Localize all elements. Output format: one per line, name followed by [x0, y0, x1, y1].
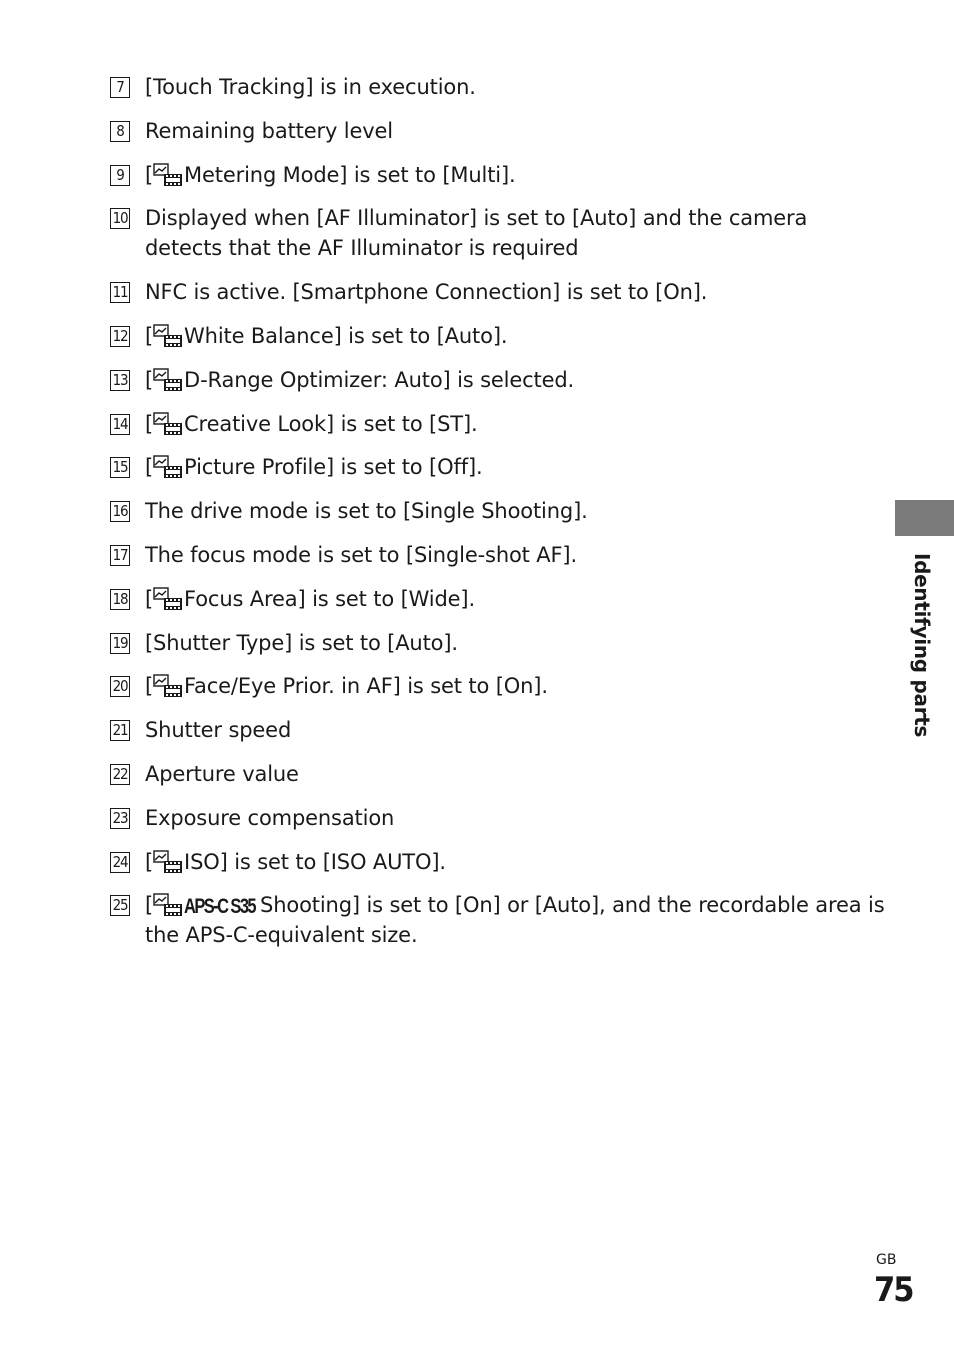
apsc-s35-icon [184, 893, 256, 917]
photo-movie-icon [153, 455, 183, 479]
item-text: Focus Area] is set to [Wide]. [184, 586, 475, 611]
item-number: 23 [110, 808, 130, 829]
list-item [110, 890, 890, 950]
region-code: GB [876, 1252, 897, 1268]
list-item [110, 803, 890, 833]
item-text: The drive mode is set to [Single Shooting]. [145, 499, 588, 524]
item-text: White Balance] is set to [Auto]. [184, 323, 508, 348]
bracket: [ [145, 586, 154, 611]
list-item [110, 715, 890, 745]
item-number: 14 [110, 414, 130, 435]
item-number: 13 [110, 370, 130, 391]
item-number: 18 [110, 589, 130, 610]
item-text: Shooting] is set to [On] or [Auto], and the recordable area is [260, 893, 885, 918]
bracket: [ [145, 323, 154, 348]
item-text: Displayed when [AF Illuminator] is set to [Auto] and the camera [145, 206, 808, 231]
bracket: [ [145, 162, 154, 187]
list-item [110, 160, 890, 190]
item-text: Metering Mode] is set to [Multi]. [184, 162, 516, 187]
photo-movie-icon [153, 324, 183, 348]
item-text: D-Range Optimizer: Auto] is selected. [184, 367, 575, 392]
section-label [909, 553, 939, 738]
photo-movie-icon [153, 850, 183, 874]
item-number: 12 [110, 326, 130, 347]
item-text: Creative Look] is set to [ST]. [184, 411, 478, 436]
item-number: 15 [110, 457, 130, 478]
list-item [110, 72, 890, 102]
item-number: 17 [110, 545, 130, 566]
item-text-continued: the APS-C-equivalent size. [145, 923, 418, 948]
list-item [110, 409, 890, 439]
list-item [110, 584, 890, 614]
item-number: 24 [110, 852, 130, 873]
item-text: Exposure compensation [145, 805, 395, 830]
list-item [110, 116, 890, 146]
bracket: [ [145, 893, 154, 918]
item-text: NFC is active. [Smartphone Connection] is set to [On]. [145, 280, 708, 305]
item-text: Shutter speed [145, 718, 292, 743]
item-text: ISO] is set to [ISO AUTO]. [184, 849, 446, 874]
item-number: 19 [110, 633, 130, 654]
item-number: 25 [110, 895, 130, 916]
item-number: 20 [110, 676, 130, 697]
section-tab-marker [895, 500, 954, 536]
photo-movie-icon [153, 368, 183, 392]
list-item [110, 540, 890, 570]
item-text: Aperture value [145, 761, 299, 786]
photo-movie-icon [153, 163, 183, 187]
list-item [110, 496, 890, 526]
list-item [110, 452, 890, 482]
photo-movie-icon [153, 674, 183, 698]
list-item [110, 321, 890, 351]
list-item [110, 628, 890, 658]
list-item [110, 847, 890, 877]
item-text: The focus mode is set to [Single-shot AF]. [145, 542, 578, 567]
bracket: [ [145, 367, 154, 392]
list-item [110, 759, 890, 789]
item-number: 21 [110, 720, 130, 741]
bracket: [ [145, 849, 154, 874]
item-text: [Touch Tracking] is in execution. [145, 75, 476, 99]
list-item [110, 277, 890, 307]
page-number: 75 [874, 1270, 913, 1310]
photo-movie-icon [153, 587, 183, 611]
item-list [110, 72, 890, 964]
item-number: 16 [110, 501, 130, 522]
item-number: 10 [110, 208, 130, 229]
item-text-continued: detects that the AF Illuminator is required [145, 236, 579, 261]
list-item [110, 365, 890, 395]
item-text: [Shutter Type] is set to [Auto]. [145, 630, 458, 655]
apsc-s35-label: APS-C S35 [184, 895, 257, 919]
bracket: [ [145, 455, 154, 480]
item-number: 22 [110, 764, 130, 785]
bracket: [ [145, 411, 154, 436]
list-item [110, 203, 890, 263]
item-text: Face/Eye Prior. in AF] is set to [On]. [184, 674, 548, 699]
bracket: [ [145, 674, 154, 699]
item-number: 8 [110, 121, 130, 142]
photo-movie-icon [153, 893, 183, 917]
item-number: 11 [110, 282, 130, 303]
photo-movie-icon [153, 412, 183, 436]
section-label-text: Identifying parts [910, 553, 934, 738]
item-text: Remaining battery level [145, 118, 393, 143]
item-number: 9 [110, 165, 130, 186]
list-item [110, 671, 890, 701]
item-text: Picture Profile] is set to [Off]. [184, 455, 483, 480]
item-number: 7 [110, 77, 130, 98]
